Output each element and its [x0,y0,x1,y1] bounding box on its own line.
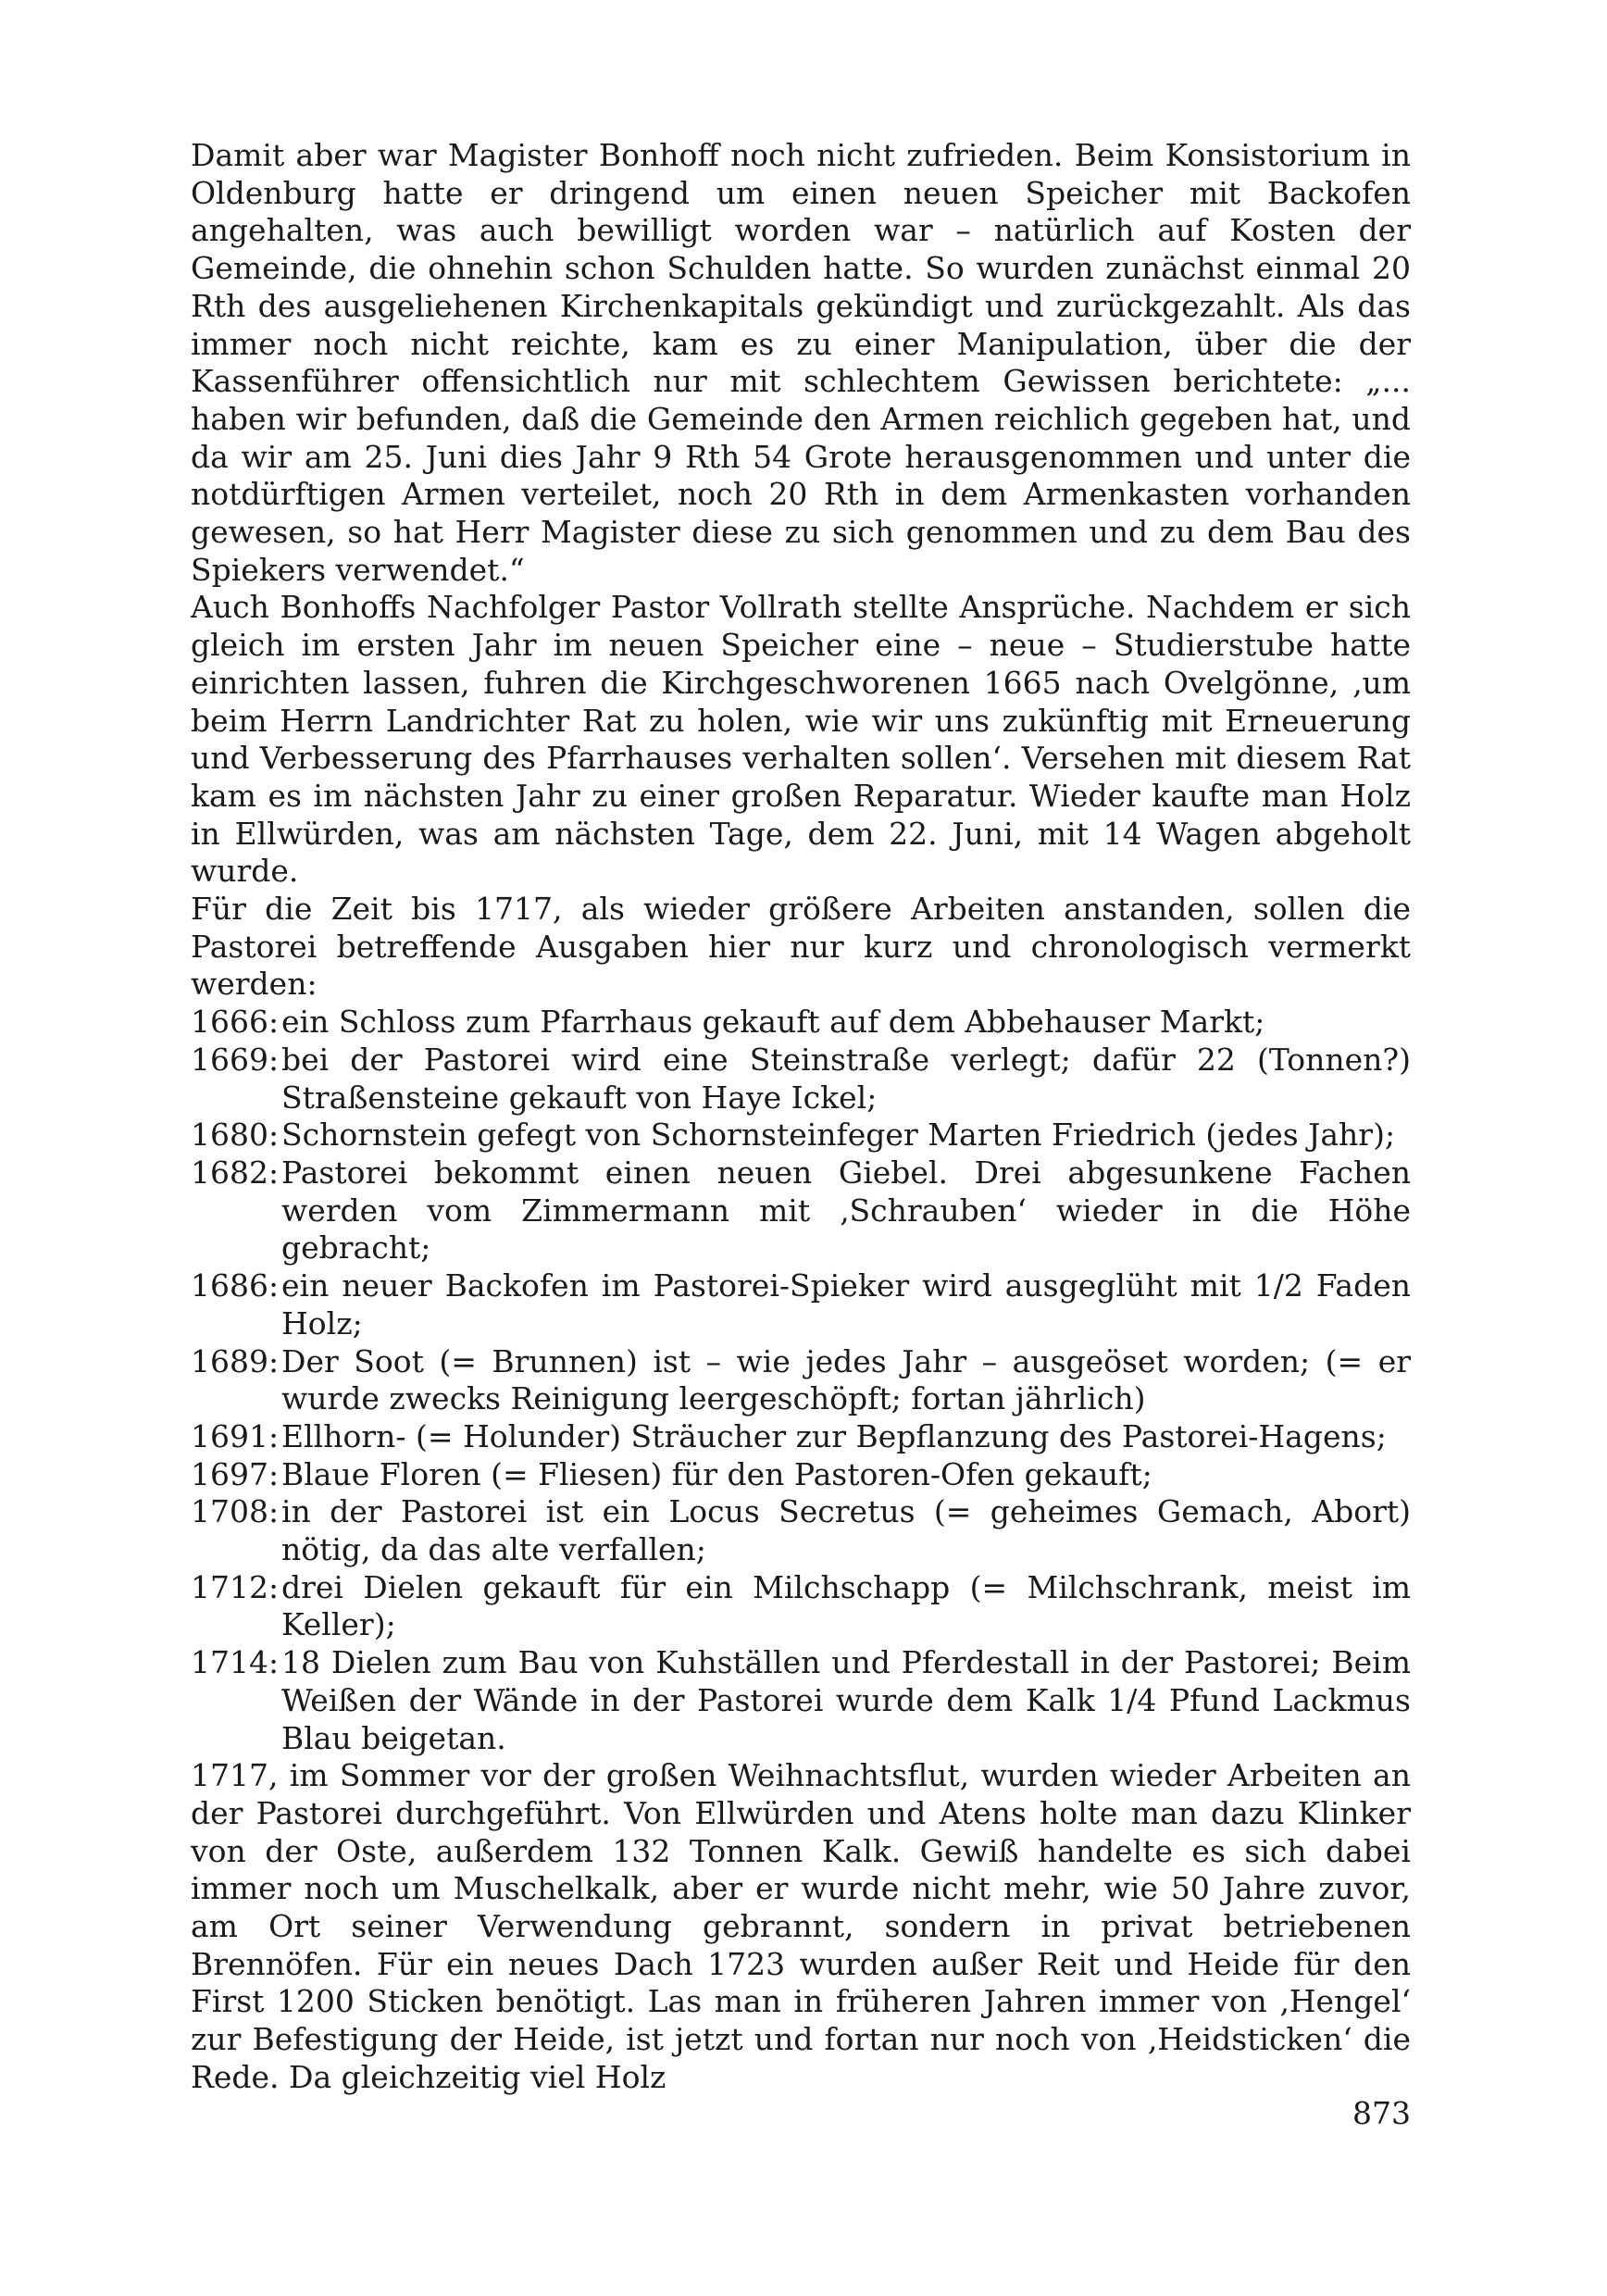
entry-text: drei Dielen gekauft für ein Milchschapp (= Milchschrank, meist im Keller); [281,1568,1411,1643]
entry-text: Pastorei bekommt einen neuen Giebel. Drei abgesunkene Fachen werden vom Zimmermann mit ‚Schrauben‘ wieder in die Höhe gebracht; [281,1154,1411,1267]
entry-year: 1666: [191,1004,280,1041]
chronology-entry [191,1154,1411,1267]
page-body [191,137,1411,2097]
paragraph-bonhoff: Damit aber war Magister Bonhoff noch nicht zufrieden. Beim Konsistorium in Oldenburg hatte er dringend um einen neuen Speicher mit Backofen angehalten, was auch bewilligt worden war – natürlich auf Kosten der Gemeinde, die ohnehin schon Schulden hatte. So wurden zunächst einmal 20 Rth des ausgeliehenen Kirchenkapitals gekündigt und zurückgezahlt. Als das immer noch nicht reichte, kam es zu einer Manipulation, über die der Kassenführer offensichtlich nur mit schlechtem Gewissen berichtete: „... haben wir befunden, daß die Gemeinde den Armen reichlich gegeben hat, und da wir am 25. Juni dies Jahr 9 Rth 54 Grote herausgenommen und unter die notdürftigen Armen verteilet, noch 20 Rth in dem Armenkasten vorhanden gewesen, so hat Herr Magister diese zu sich genommen und zu dem Bau des Spiekers verwendet.“ [191,137,1411,588]
paragraph-vollrath: Auch Bonhoffs Nachfolger Pastor Vollrath stellte Ansprüche. Nachdem er sich gleich im ersten Jahr im neuen Speicher eine – neue – Studierstube hatte einrichten lassen, fuhren die Kirchgeschworenen 1665 nach Ovelgönne, ‚um beim Herrn Landrichter Rat zu holen, wie wir uns zukünftig mit Erneuerung und Verbesserung des Pfarrhauses verhalten sollen‘. Versehen mit diesem Rat kam es im nächsten Jahr zu einer großen Reparatur. Wieder kaufte man Holz in Ellwürden, was am nächsten Tage, dem 22. Juni, mit 14 Wagen abgeholt wurde. [191,589,1411,890]
entry-text: ein Schloss zum Pfarrhaus gekauft auf dem Abbehauser Markt; [281,1004,1265,1041]
entry-year: 1686: [191,1267,280,1304]
paragraph-chronology-intro: Für die Zeit bis 1717, als wieder größere Arbeiten anstanden, sollen die Pastorei betreffende Ausgaben hier nur kurz und chronologisch vermerkt werden: [191,891,1411,1003]
entry-text: 18 Dielen zum Bau von Kuhställen und Pferdestall in der Pastorei; Beim Weißen der Wände in der Pastorei wurde dem Kalk 1/4 Pfund Lackmus Blau beigetan. [281,1644,1411,1756]
entry-year: 1669: [191,1041,280,1078]
paragraph-1717: 1717, im Sommer vor der großen Weihnachtsflut, wurden wieder Arbeiten an der Pastorei durchgeführt. Von Ellwürden und Atens holte man dazu Klinker von der Oste, außerdem 132 Tonnen Kalk. Gewiß handelte es sich dabei immer noch um Muschelkalk, aber er wurde nicht mehr, wie 50 Jahre zuvor, am Ort seiner Verwendung gebrannt, sondern in privat betriebenen Brennöfen. Für ein neues Dach 1723 wurden außer Reit und Heide für den First 1200 Sticken benötigt. Las man in früheren Jahren immer von ‚Hengel‘ zur Befestigung der Heide, ist jetzt und fortan nur noch von ‚Heidsticken‘ die Rede. Da gleichzeitig viel Holz [191,1757,1411,2095]
chronology-entry [191,1418,1411,1456]
chronology-entry [191,1569,1411,1644]
entry-text: bei der Pastorei wird eine Steinstraße verlegt; dafür 22 (Tonnen?) Straßensteine gekauft von Haye Ickel; [281,1041,1411,1116]
entry-year: 1712: [191,1568,280,1605]
chronology-list [191,1004,1411,1757]
chronology-entry [191,1004,1411,1042]
entry-text: ein neuer Backofen im Pastorei-Spieker wird ausgeglüht mit 1/2 Faden Holz; [281,1267,1411,1341]
page-number: 873 [1352,2095,1411,2131]
chronology-entry [191,1493,1411,1568]
entry-year: 1691: [191,1417,280,1454]
entry-year: 1689: [191,1342,280,1379]
chronology-entry [191,1343,1411,1418]
chronology-entry [191,1042,1411,1117]
entry-text: Schornstein gefegt von Schornsteinfeger Marten Friedrich (jedes Jahr); [281,1117,1396,1154]
entry-text: Der Soot (= Brunnen) ist – wie jedes Jahr – ausgeöset worden; (= er wurde zwecks Reinigung leergeschöpft; fortan jährlich) [281,1342,1411,1417]
entry-year: 1697: [191,1455,280,1492]
entry-text: Blaue Floren (= Fliesen) für den Pastoren-Ofen gekauft; [281,1455,1152,1492]
entry-text: in der Pastorei ist ein Locus Secretus (= geheimes Gemach, Abort) nötig, da das alte verfallen; [281,1493,1411,1568]
chronology-entry [191,1644,1411,1757]
chronology-entry [191,1117,1411,1154]
entry-year: 1714: [191,1644,280,1681]
chronology-entry [191,1267,1411,1342]
entry-year: 1682: [191,1154,280,1191]
chronology-entry [191,1456,1411,1494]
entry-year: 1708: [191,1493,280,1530]
entry-year: 1680: [191,1117,280,1154]
entry-text: Ellhorn- (= Holunder) Sträucher zur Bepflanzung des Pastorei-Hagens; [281,1417,1387,1454]
